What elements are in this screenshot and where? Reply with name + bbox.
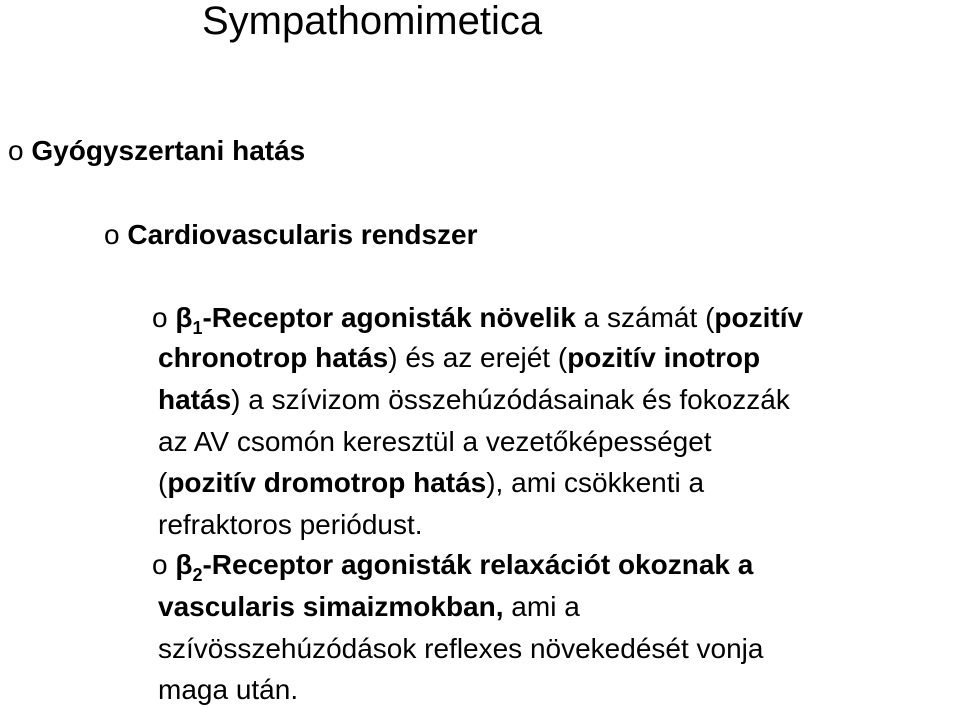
bullet-gyogyszertani-hatas <box>8 134 305 168</box>
text-run: az AV csomón keresztül a vezetőképességet <box>158 426 712 457</box>
text-run: hatás <box>158 384 232 415</box>
text-run: ) a szívizom összehúzódásainak és fokozzák <box>231 384 790 415</box>
bullet-label: Cardiovascularis rendszer <box>127 219 478 250</box>
text-run: pozitív dromotrop hatás <box>167 467 487 498</box>
beta2-line-text <box>202 549 753 580</box>
bullet-marker: o <box>104 219 128 250</box>
beta2-line-0 <box>152 548 754 585</box>
text-run: a számát ( <box>575 302 715 333</box>
text-run: maga után. <box>158 674 299 705</box>
text-run: ( <box>158 467 168 498</box>
bullet-label: Gyógyszertani hatás <box>31 135 306 166</box>
text-run: szívösszehúzódások reflexes növekedését vonja <box>158 633 764 664</box>
beta1-symbol: β <box>175 302 193 333</box>
text-run: pozitív <box>714 302 804 333</box>
beta2-subscript: 2 <box>192 565 203 585</box>
beta1-line-4 <box>158 466 704 500</box>
text-run: -Receptor agonisták relaxációt okoznak a <box>202 549 754 580</box>
beta1-line-2 <box>158 383 790 417</box>
text-run: vascularis simaizmokban, <box>158 591 504 622</box>
bullet-marker: o <box>152 302 176 333</box>
beta1-line-text <box>202 302 803 333</box>
bullet-cardiovascularis-rendszer <box>104 218 478 252</box>
text-run: pozitív inotrop <box>567 342 761 373</box>
text-run: ), ami csökkenti a <box>486 467 705 498</box>
text-run: ) és az erejét ( <box>388 342 568 373</box>
beta1-line-1 <box>158 341 760 375</box>
text-run: ami a <box>503 591 580 622</box>
beta1-line-5 <box>158 508 423 542</box>
beta2-line-2 <box>158 632 763 666</box>
beta2-symbol: β <box>175 549 193 580</box>
beta1-subscript: 1 <box>192 318 203 338</box>
text-run: -Receptor agonisták növelik <box>202 302 576 333</box>
text-run: refraktoros periódust. <box>158 509 423 540</box>
bullet-marker: o <box>152 549 176 580</box>
beta1-line-3 <box>158 425 712 459</box>
beta2-line-3 <box>158 673 298 707</box>
text-run: chronotrop hatás <box>158 342 389 373</box>
bullet-marker: o <box>8 135 32 166</box>
page-title: Sympathomimetica <box>202 0 543 43</box>
beta1-line-0 <box>152 301 804 338</box>
beta2-line-1 <box>158 590 580 624</box>
